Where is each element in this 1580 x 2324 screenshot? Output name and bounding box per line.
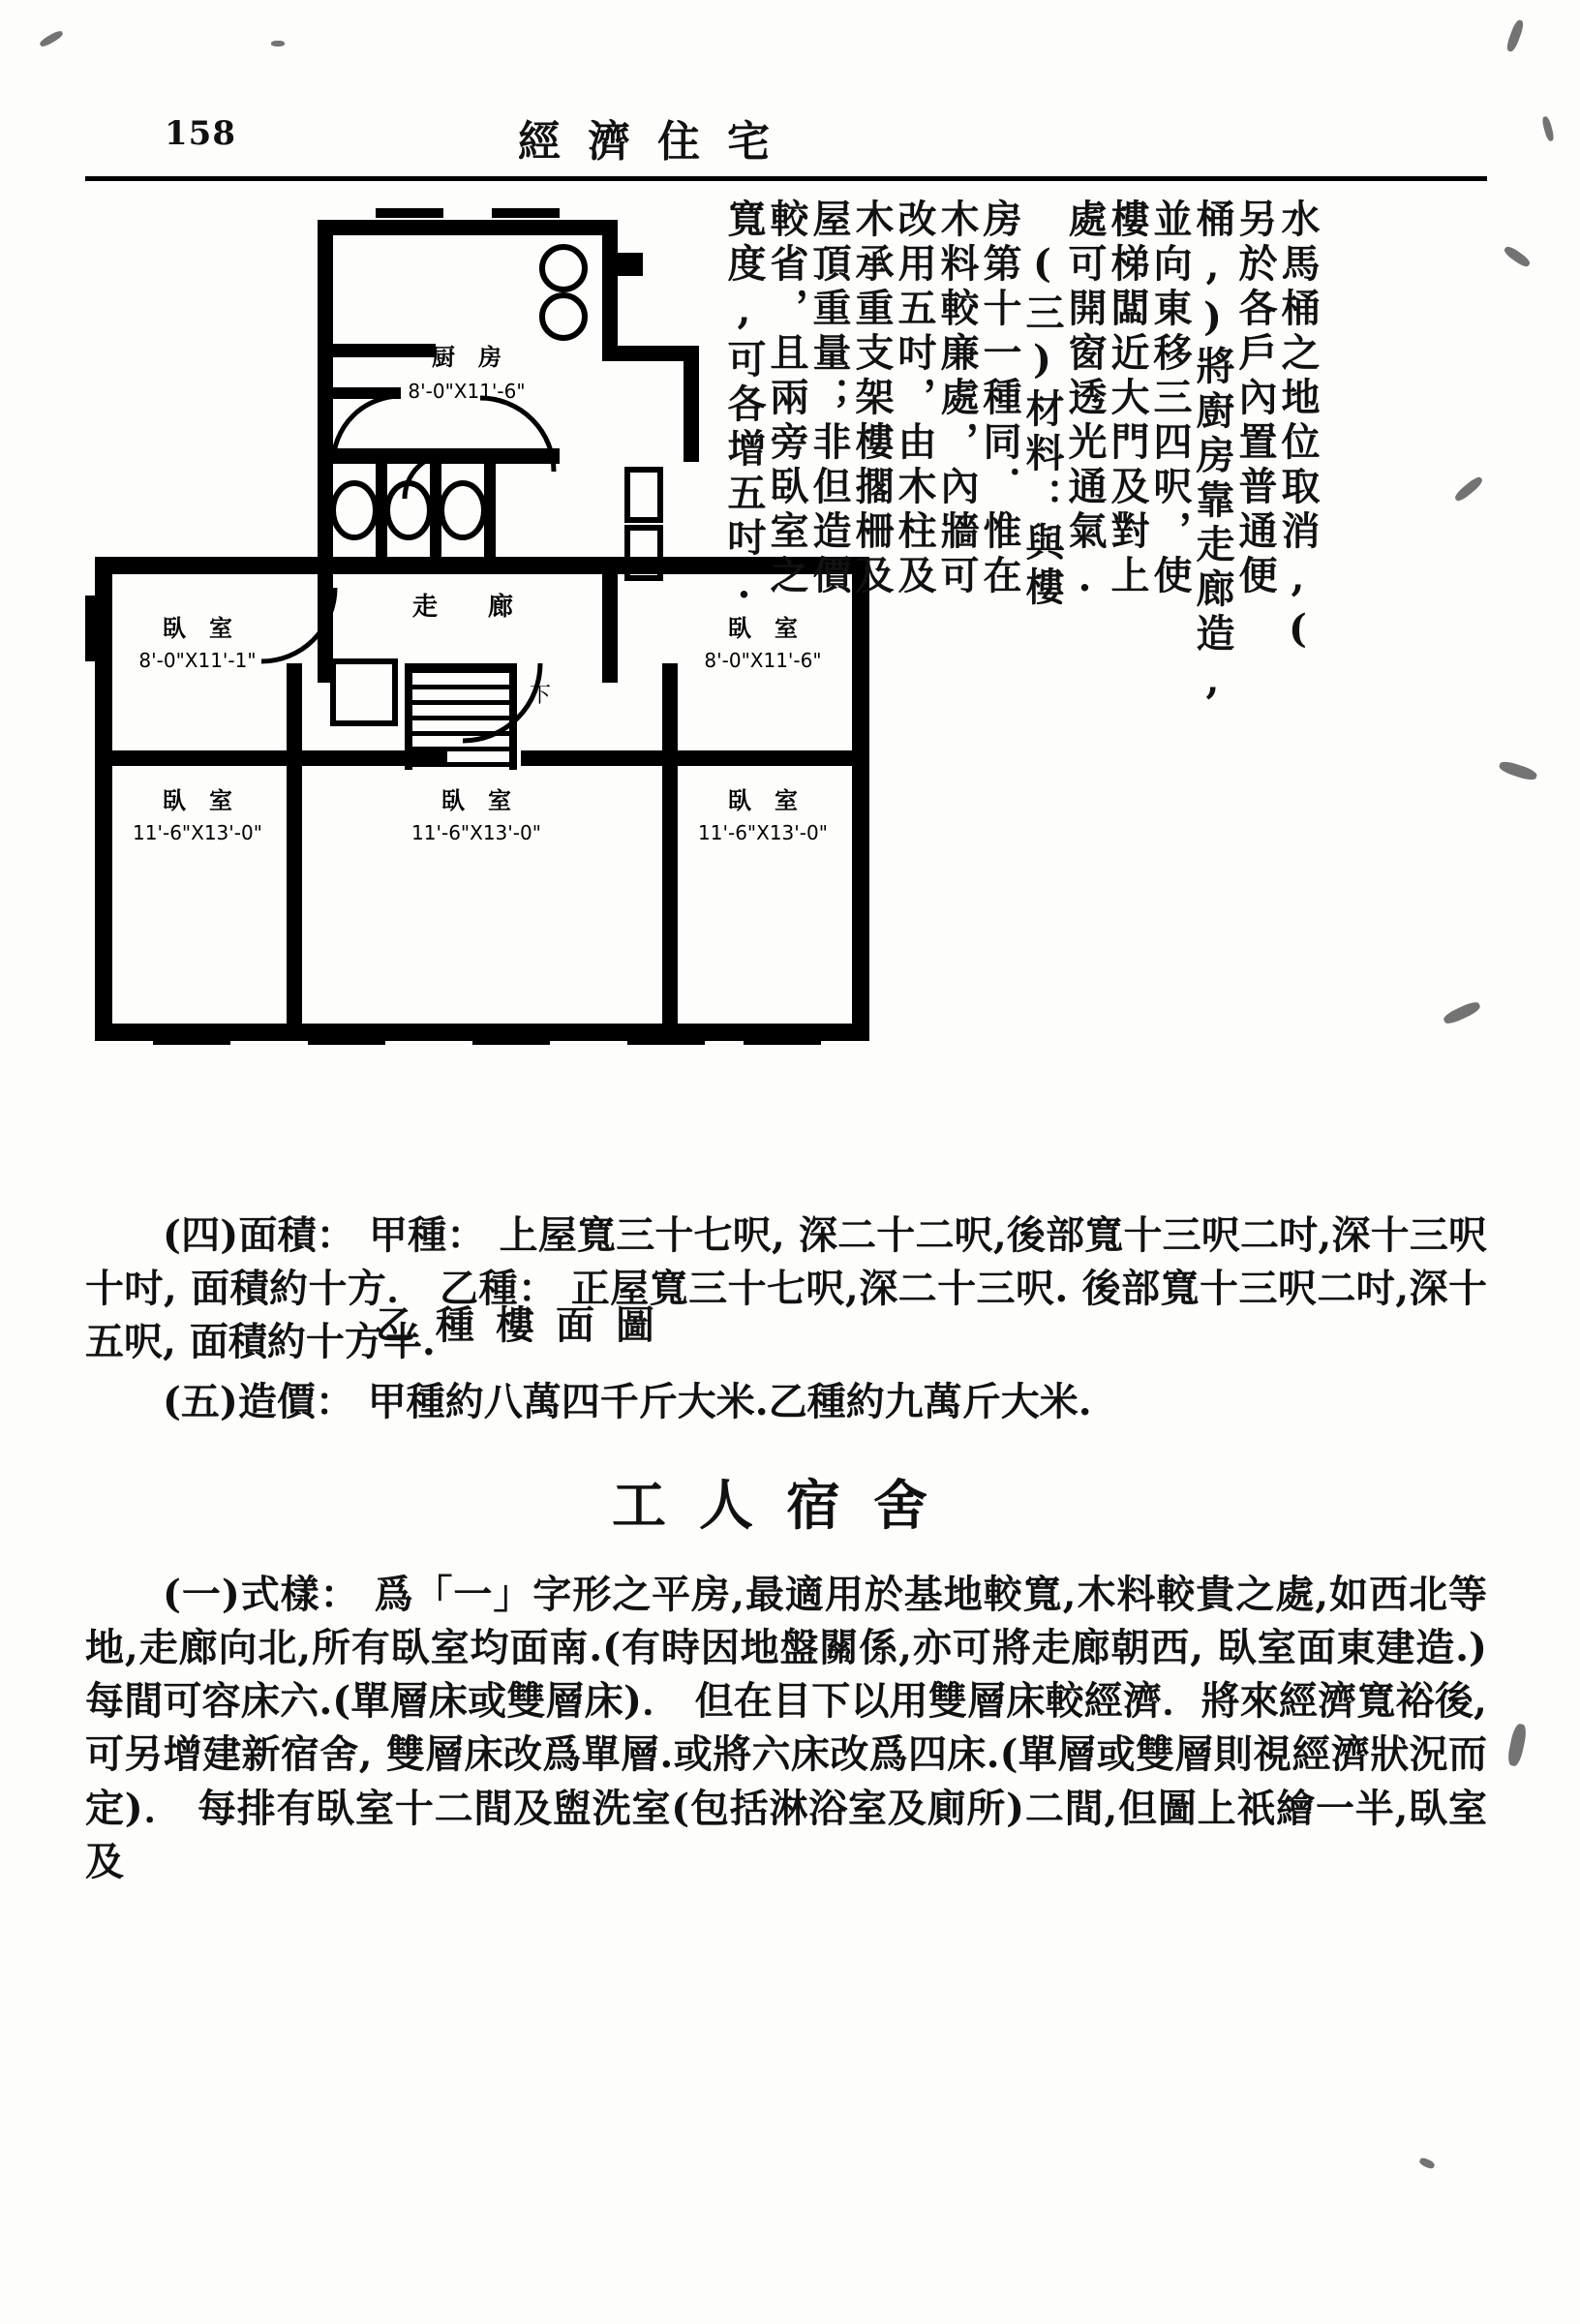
- svg-text:臥 室: 臥 室: [728, 615, 798, 642]
- svg-text:8'-0"X11'-1": 8'-0"X11'-1": [138, 649, 257, 672]
- svg-text:臥 室: 臥 室: [728, 787, 798, 814]
- svg-text:厨 房: 厨 房: [432, 344, 501, 371]
- book-title: 經濟住宅: [518, 117, 797, 167]
- body-text: [85, 1208, 1487, 1894]
- vertical-line: (三)材料：與樓: [1019, 241, 1065, 611]
- scan-speck: [1498, 759, 1538, 782]
- scan-speck: [1506, 1723, 1529, 1767]
- svg-text:臥 室: 臥 室: [163, 787, 232, 814]
- header-divider: [85, 176, 1487, 181]
- page-header: [92, 107, 1486, 165]
- vertical-line: 屋頂重量；非但造價: [806, 199, 852, 599]
- paragraph-style: (一)式樣： 爲「一」字形之平房,最適用於基地較寬,木料較貴之處,如西北等地,走廊向北,所有臥室均面南.(有時因地盤關係,亦可將走廊朝西, 臥室面東建造.)每間可容床六.(單層床或雙層床)． 但在目下以用雙層床較經濟．將來經濟寬裕後, 可另增建新宿舍, 雙層床改爲單層.或將六床改爲四床.(單層或雙層則視經濟狀況而定)． 每排有臥室十二間及盥洗室(包括淋浴室及廁所)二間,但圖上祇繪一半,臥室及: [85, 1571, 1487, 1884]
- svg-text:11'-6"X13'-0": 11'-6"X13'-0": [411, 821, 541, 844]
- vertical-line: 桶,)將廚房靠走廊造,: [1190, 199, 1235, 709]
- svg-text:下: 下: [529, 684, 552, 708]
- vertical-line: 較省，且兩旁臥室之: [764, 199, 809, 599]
- section-title: 工人宿舍: [612, 1473, 960, 1538]
- paragraph-cost: (五)造價： 甲種約八萬四千斤大米.乙種約九萬斤大米.: [163, 1378, 1092, 1424]
- svg-text:臥 室: 臥 室: [441, 787, 511, 814]
- svg-text:8'-0"X11'-6": 8'-0"X11'-6": [704, 649, 822, 672]
- vertical-line: 木承重支架樓擱柵及: [849, 199, 895, 599]
- svg-text:11'-6"X13'-0": 11'-6"X13'-0": [698, 821, 828, 844]
- vertical-line: 水馬桶之地位取消,(: [1275, 199, 1321, 657]
- figure-caption: 乙種樓面圖: [376, 1302, 676, 1348]
- page-number: 158: [165, 114, 236, 153]
- scan-speck: [1418, 2156, 1436, 2170]
- vertical-line: 樓梯闆近大門及對上: [1105, 199, 1150, 599]
- svg-text:11'-6"X13'-0": 11'-6"X13'-0": [133, 821, 262, 844]
- vertical-line: 處可開窗透光通氣.: [1062, 199, 1108, 606]
- vertical-line: 另於各戶內置普通便: [1232, 199, 1278, 599]
- vertical-line: 木料較廉處，內牆可: [934, 199, 980, 599]
- vertical-line: 寬度,可各增五吋.: [721, 199, 767, 613]
- scan-speck: [271, 41, 285, 46]
- scan-speck: [1503, 244, 1532, 268]
- vertical-line: 並向東移三四呎，使: [1147, 199, 1193, 599]
- svg-text:走 廊: 走 廊: [411, 593, 514, 622]
- vertical-line: 房第十一種同．惟在: [977, 199, 1022, 599]
- vertical-line: 改用五吋，由木柱及: [892, 199, 937, 599]
- svg-text:臥 室: 臥 室: [163, 615, 232, 642]
- svg-text:8'-0"X11'-6": 8'-0"X11'-6": [408, 380, 526, 403]
- scan-speck: [1453, 474, 1484, 504]
- scan-speck: [1504, 18, 1525, 52]
- scan-speck: [1442, 999, 1481, 1026]
- scan-speck: [1541, 115, 1555, 141]
- paragraph-area: (四)面積： 甲種： 上屋寬三十七呎, 深二十二呎,後部寬十三呎二吋,深十三呎十吋, 面積約十方． 乙種： 正屋寬三十七呎,深二十三呎. 後部寬十三呎二吋,深十五呎, 面積約十方半.: [85, 1212, 1487, 1365]
- scan-speck: [39, 29, 65, 48]
